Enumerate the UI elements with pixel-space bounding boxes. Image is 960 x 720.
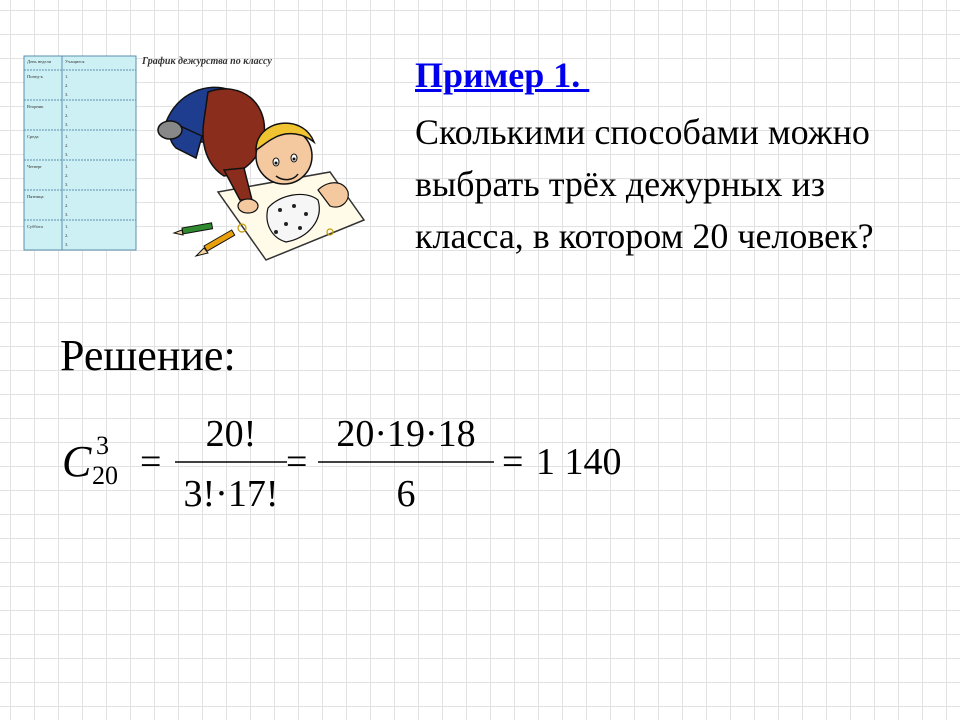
example-title-link[interactable]: Пример 1. [415,55,590,95]
pencil-icon [196,230,235,256]
schedule-title: График дежурства по классу [142,56,272,67]
row-number: 2. [65,113,69,118]
schedule-table [24,56,136,250]
day-wednesday: Среда [27,134,39,139]
row-number: 1. [65,224,69,229]
combination-formula [60,408,700,518]
day-friday: Пятница [27,194,44,199]
formula-superscript: 3 [96,431,109,460]
fraction2-numerator: 20·19·18 [336,413,476,455]
solution-label: Решение: [60,331,236,380]
row-number: 3. [65,152,69,157]
formula-result: 1 140 [536,441,622,483]
day-saturday: Суббота [27,224,43,229]
boy-drawing-clipart [158,87,364,260]
day-monday: Понед-к [27,74,43,79]
row-number: 2. [65,143,69,148]
fraction1-numerator: 20! [205,413,257,455]
illustration-graphic [18,50,390,280]
equals-sign: = [502,441,524,483]
fraction2-denominator: 6 [396,473,416,515]
row-number: 1. [65,134,69,139]
pencil-icon [174,223,213,235]
fraction1-denominator: 3!·17! [183,473,279,515]
formula-symbol: C [62,437,92,486]
row-number: 2. [65,203,69,208]
row-number: 3. [65,242,69,247]
row-number: 1. [65,74,69,79]
day-thursday: Четверг [27,164,43,169]
day-tuesday: Вторник [27,104,44,109]
row-number: 2. [65,173,69,178]
row-number: 1. [65,104,69,109]
duty-schedule-illustration [18,50,390,280]
row-number: 2. [65,83,69,88]
row-number: 3. [65,92,69,97]
row-number: 1. [65,194,69,199]
formula-graphic [60,408,700,518]
row-number: 3. [65,212,69,217]
row-number: 1. [65,164,69,169]
equals-sign: = [286,441,308,483]
row-number: 2. [65,233,69,238]
table-header-students: Учащиеся [65,59,85,64]
formula-subscript: 20 [92,461,118,490]
equals-sign: = [140,441,162,483]
example-question: Сколькими способами можно выбрать трёх дежурных из класса, в котором 20 человек? [415,112,874,256]
table-header-day: День недели [27,59,51,64]
row-number: 3. [65,122,69,127]
row-number: 3. [65,182,69,187]
